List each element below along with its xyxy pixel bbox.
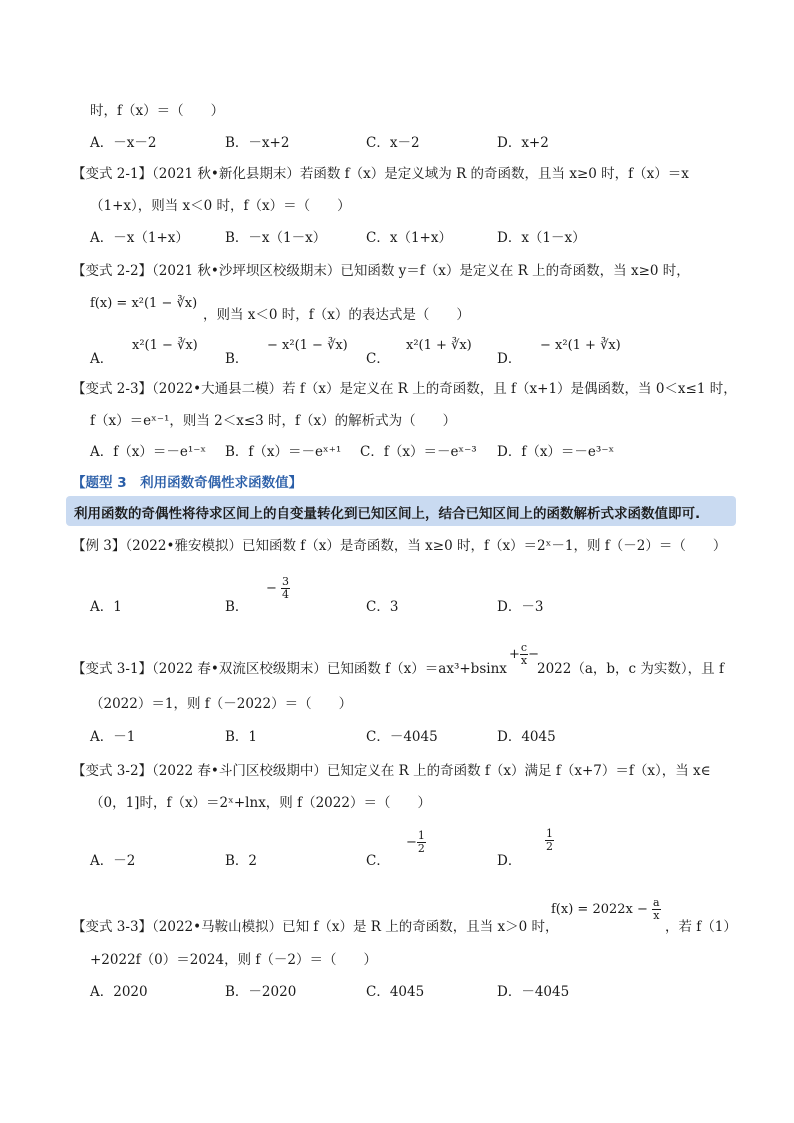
option-b: B．2 [225,853,258,869]
option-b: B．f（x）＝－eˣ⁺¹ [225,444,342,460]
denominator: 2 [417,842,425,855]
option-b-expr [266,576,290,601]
option-c-letter: C． [366,853,390,869]
option-a: A．－1 [90,729,136,745]
option-b-letter: B． [225,351,249,367]
numerator: c [520,641,528,654]
option-c: C．－4045 [366,729,438,745]
denominator: 4 [282,588,290,601]
option-b: B．1 [225,729,258,745]
numerator: 1 [546,827,553,840]
variant-3-1-line1b: 2022（a，b，c 为实数），且 f [537,661,724,677]
option-d: D．－3 [497,599,544,615]
option-a: A．－x（1+x） [90,230,189,246]
option-a: A．2020 [90,984,148,1000]
option-c-expr: x²(1 + ∛x) [406,338,472,353]
option-d: D．4045 [497,729,556,745]
variant-3-3-line1b: ，若 f（1） [665,919,737,935]
numerator: 3 [282,575,290,588]
option-d: D．x+2 [497,135,549,151]
variant-3-2-line2: （0，1]时，f（x）＝2ˣ+lnx，则 f（2022）＝（ ） [90,795,431,811]
option-b: B．－x+2 [225,135,290,151]
tip-text: 利用函数的奇偶性将待求区间上的自变量转化到已知区间上，结合已知区间上的函数解析式求函数值即可. [74,506,701,522]
formula-fx [551,897,661,922]
variant-2-3-line2: f（x）＝eˣ⁻¹，则当 2＜x≤3 时，f（x）的解析式为（ ） [90,413,457,429]
fraction [652,897,661,922]
variant-2-3-line1: 【变式 2-3】（2022•大通县二模）若 f（x）是定义在 R 上的奇函数，且 f（x+1）是偶函数，当 0＜x≤1 时， [72,381,737,397]
fraction [417,830,426,855]
option-c: C．x（1+x） [366,230,452,246]
formula-text: f(x) = 2022x − [551,902,648,917]
variant-2-2-line1: 【变式 2-2】（2021 秋•沙坪坝区校级期末）已知函数 y＝f（x）是定义在 R 上的奇函数，当 x≥0 时， [72,263,690,279]
option-b-expr: − x²(1 − ∛x) [267,338,348,353]
option-a: A．f（x）＝－e¹⁻ˣ [90,444,207,460]
fraction [281,576,290,601]
variant-2-2-line2: ，则当 x＜0 时，f（x）的表达式是（ ） [203,307,470,323]
variant-2-1-line2: （1+x），则当 x＜0 时，f（x）＝（ ） [90,198,351,214]
option-d: D．x（1－x） [497,230,586,246]
option-c: C．3 [366,599,399,615]
option-d-letter: D． [497,351,522,367]
option-d: D．－4045 [497,984,570,1000]
option-d-expr [545,828,554,853]
fraction [520,642,528,667]
variant-2-1-line1: 【变式 2-1】（2021 秋•新化县期末）若函数 f（x）是定义域为 R 的奇函数，且当 x≥0 时，f（x）＝x [72,166,689,182]
option-a: A．1 [90,599,122,615]
option-a-letter: A． [90,351,114,367]
option-a: A．－2 [90,853,136,869]
option-c: C．4045 [366,984,425,1000]
option-a-expr: x²(1 − ∛x) [132,338,198,353]
option-d-expr: − x²(1 + ∛x) [540,338,621,353]
option-b-letter: B． [225,599,249,615]
option-a: A．－x－2 [90,135,157,151]
numerator: 1 [417,829,425,842]
numerator: a [653,896,660,909]
denominator: x [653,909,660,922]
option-b: B．－x（1－x） [225,230,327,246]
variant-3-1-line2: （2022）＝1，则 f（－2022）＝（ ） [90,696,353,712]
option-c-letter: C． [366,351,390,367]
denominator: x [520,654,528,667]
variant-3-2-line1: 【变式 3-2】（2022 春•斗门区校级期中）已知定义在 R 上的奇函数 f（x）满足 f（x+7）＝f（x），当 x∈ [72,763,711,779]
variant-3-1-line1a: 【变式 3-1】（2022 春•双流区校级期末）已知函数 f（x）＝ax³+bsinx [72,661,507,677]
option-c-expr: − $\frac{1}{2}$ [406,829,425,855]
option-b: B．－2020 [225,984,297,1000]
option-d: D．f（x）＝－e³⁻ˣ [497,444,615,460]
example-3-line1: 【例 3】（2022•雅安模拟）已知函数 f（x）是奇函数，当 x≥0 时，f（x）＝2ˣ－1，则 f（－2）＝（ ） [72,538,727,554]
topic-3-title: 【题型 3 利用函数奇偶性求函数值】 [72,475,303,491]
option-d-letter: D． [497,853,522,869]
fraction-c-over-x: + $\frac{c}{x}$ − [509,641,540,667]
minus-sign: − [266,581,277,596]
fraction [545,828,554,853]
denominator: 2 [546,840,553,853]
variant-3-3-line2: +2022f（0）＝2024，则 f（－2）＝（ ） [90,952,377,968]
variant-3-3-line1: 【变式 3-3】（2022•马鞍山模拟）已知 f（x）是 R 上的奇函数，且当 x＞0 时， [72,919,559,935]
question-tail: 时，f（x）＝（ ） [90,103,225,119]
option-c: C．f（x）＝－eˣ⁻³ [360,444,477,460]
option-c: C．x－2 [366,135,420,151]
formula-fx: f(x) = x²(1 − ∛x) [90,296,198,311]
